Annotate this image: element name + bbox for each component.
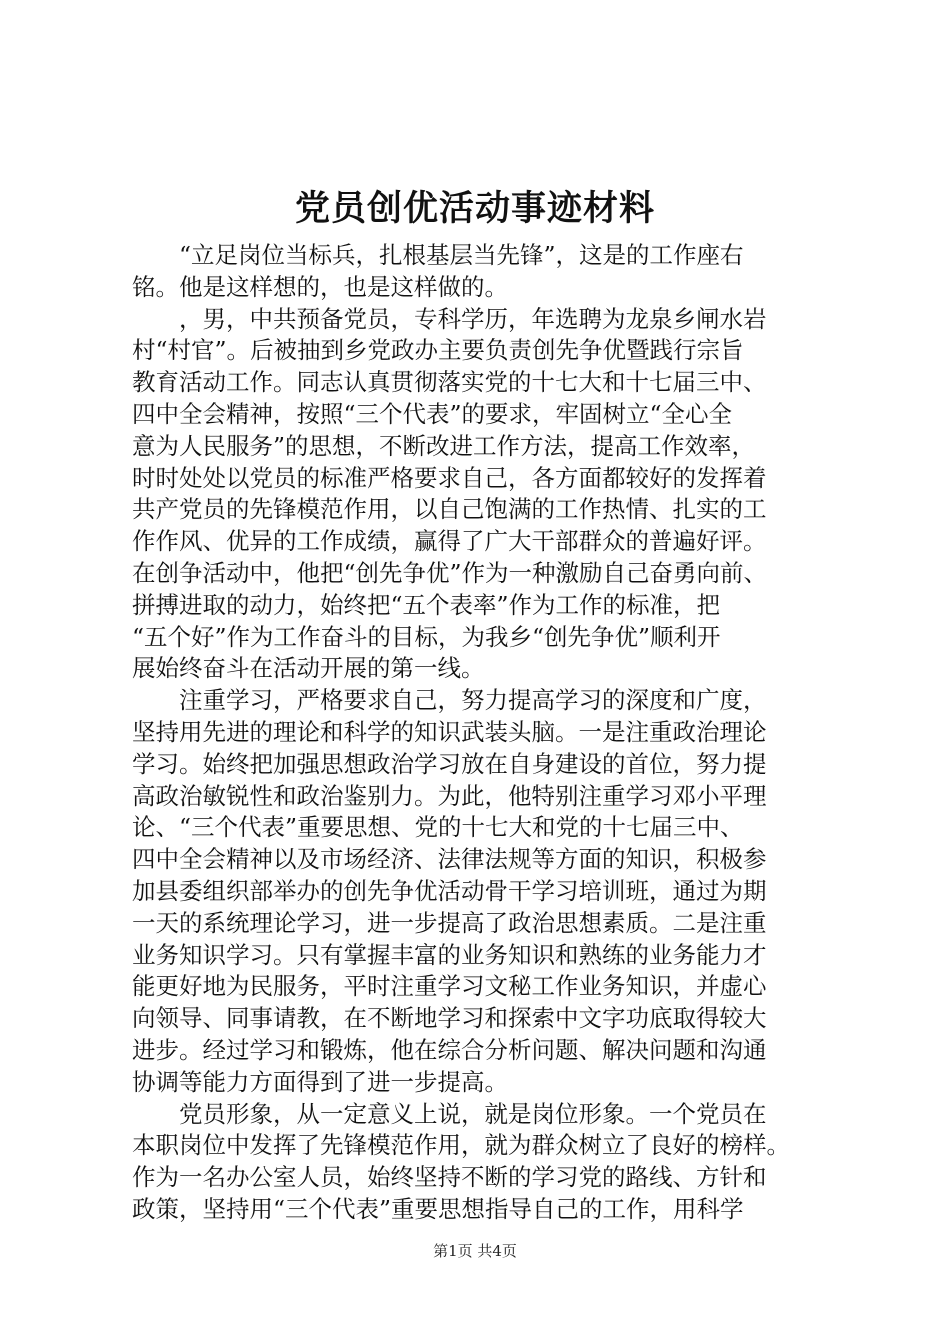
body-line: 时时处处以党员的标准严格要求自己，各方面都较好的发挥着 bbox=[132, 463, 767, 492]
body-line: 坚持用先进的理论和科学的知识武装头脑。一是注重政治理论 bbox=[132, 717, 767, 746]
body-line: 共产党员的先锋模范作用，以自己饱满的工作热情、扎实的工 bbox=[132, 495, 767, 524]
body-line: 进步。经过学习和锻炼，他在综合分析问题、解决问题和沟通 bbox=[132, 1035, 767, 1064]
body-line: 注重学习，严格要求自己，努力提高学习的深度和广度， bbox=[179, 686, 767, 715]
body-line: “五个好”作为工作奋斗的目标，为我乡“创先争优”顺利开 bbox=[132, 622, 721, 651]
body-line: 高政治敏锐性和政治鉴别力。为此，他特别注重学习邓小平理 bbox=[132, 781, 767, 810]
body-line: 意为人民服务”的思想，不断改进工作方法，提高工作效率， bbox=[132, 431, 756, 460]
body-line: 能更好地为民服务，平时注重学习文秘工作业务知识，并虚心 bbox=[132, 972, 767, 1001]
body-line: 学习。始终把加强思想政治学习放在自身建设的首位，努力提 bbox=[132, 749, 767, 778]
body-line: 作为一名办公室人员，始终坚持不断的学习党的路线、方针和 bbox=[132, 1163, 767, 1192]
body-line: 政策，坚持用“三个代表”重要思想指导自己的工作，用科学 bbox=[132, 1194, 744, 1223]
body-line: 本职岗位中发挥了先锋模范作用，就为群众树立了良好的榜样。 bbox=[132, 1131, 790, 1160]
document-title: 党员创优活动事迹材料 bbox=[294, 188, 655, 229]
page-footer: 第1页 共4页 bbox=[433, 1242, 517, 1260]
body-line: 作作风、优异的工作成绩，赢得了广大干部群众的普遍好评。 bbox=[132, 527, 767, 556]
body-line: 在创争活动中，他把“创先争优”作为一种激励自己奋勇向前、 bbox=[132, 558, 768, 587]
body-line: 一天的系统理论学习，进一步提高了政治思想素质。二是注重 bbox=[132, 908, 767, 937]
body-line: 教育活动工作。同志认真贯彻落实党的十七大和十七届三中、 bbox=[132, 368, 767, 397]
body-line: 四中全会精神，按照“三个代表”的要求，牢固树立“全心全 bbox=[132, 399, 733, 428]
body-line: 村“村官”。后被抽到乡党政办主要负责创先争优暨践行宗旨 bbox=[132, 336, 744, 365]
body-line: “立足岗位当标兵，扎根基层当先锋”，这是的工作座右 bbox=[179, 241, 744, 269]
body-line: 拼搏进取的动力，始终把“五个表率”作为工作的标准，把 bbox=[132, 590, 721, 619]
body-line: 协调等能力方面得到了进一步提高。 bbox=[132, 1067, 508, 1096]
body-line: 展始终奋斗在活动开展的第一线。 bbox=[132, 654, 485, 683]
body-line: 铭。他是这样想的，也是这样做的。 bbox=[132, 272, 508, 301]
body-line: 业务知识学习。只有掌握丰富的业务知识和熟练的业务能力才 bbox=[132, 940, 767, 969]
body-line: 四中全会精神以及市场经济、法律法规等方面的知识，积极参 bbox=[132, 845, 767, 874]
body-line: 向领导、同事请教，在不断地学习和探索中文字功底取得较大 bbox=[132, 1004, 767, 1033]
body-line: 加县委组织部举办的创先争优活动骨干学习培训班，通过为期 bbox=[132, 876, 767, 905]
document-body bbox=[132, 240, 831, 1226]
body-line: 党员形象，从一定意义上说，就是岗位形象。一个党员在 bbox=[179, 1099, 767, 1128]
body-line: 论、“三个代表”重要思想、党的十七大和党的十七届三中、 bbox=[132, 813, 744, 842]
body-line: ，男，中共预备党员，专科学历，年选聘为龙泉乡闸水岩 bbox=[179, 304, 767, 333]
